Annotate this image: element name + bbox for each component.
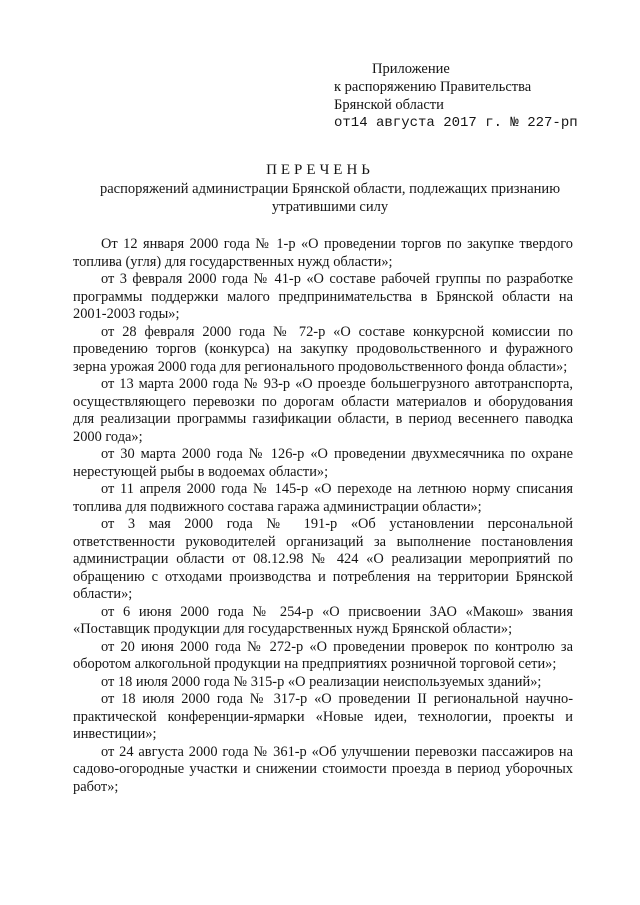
- list-item: от 13 марта 2000 года № 93-р «О проезде большегрузного автотранспорта, осуществляющего перевозки по дорогам области материалов и оборудования для реализации программы газификации области, в период весеннего паводка 2000 года»;: [73, 376, 573, 445]
- list-item: от 3 мая 2000 года № 191-р «Об установлении персональной ответственности руководителей организаций за выполнение постановления администрации области от 08.12.98 № 424 «О реализации мероприятий по обращению с отходами производства и потребления на территории Брянской области»;: [73, 516, 573, 602]
- list-item: от 20 июня 2000 года № 272-р «О проведении проверок по контролю за оборотом алкогольной продукции на предприятиях розничной торговой сети»;: [73, 638, 573, 672]
- list-item: от 11 апреля 2000 года № 145-р «О переходе на летнюю норму списания топлива для подвижного состава гаража администрации области»;: [73, 481, 573, 515]
- annex-region: Брянской области: [334, 97, 444, 113]
- list-item: от 18 июля 2000 года № 315-р «О реализации неиспользуемых зданий»;: [101, 673, 542, 690]
- list-item: от 18 июля 2000 года № 317-р «О проведении II региональной научно-практической конференции-ярмарки «Новые идеи, технологии, проекты и инвестиции»;: [73, 691, 573, 742]
- list-item: От 12 января 2000 года № 1-р «О проведении торгов по закупке твердого топлива (угля) для государственных нужд области»;: [73, 236, 573, 270]
- list-item: от 6 июня 2000 года № 254-р «О присвоении ЗАО «Макош» звания «Поставщик продукции для государственных нужд Брянской области»;: [73, 603, 573, 637]
- annex-date-number: от14 августа 2017 г. № 227-рп: [334, 115, 578, 131]
- annex-label: Приложение: [372, 61, 450, 77]
- document-subtitle: распоряжений администрации Брянской области, подлежащих признанию утратившими силу: [99, 181, 561, 215]
- document-title: ПЕРЕЧЕНЬ: [266, 162, 374, 178]
- annex-header: [334, 60, 578, 132]
- list-item: от 28 февраля 2000 года № 72-р «О составе конкурсной комиссии по проведению торгов (конкурса) на закупку продовольственного и фуражного зерна урожая 2000 года для регионального продовольственного фонда области»;: [73, 323, 573, 375]
- list-item: от 3 февраля 2000 года № 41-р «О составе рабочей группы по разработке программы поддержки малого предпринимательства в Брянской области на 2001-2003 годы»;: [73, 271, 573, 322]
- list-item: от 24 августа 2000 года № 361-р «Об улучшении перевозки пассажиров на садово-огородные участки и снижении стоимости проезда в период уборочных работ»;: [73, 743, 573, 795]
- annex-reference: к распоряжению Правительства: [334, 79, 532, 95]
- list-item: от 30 марта 2000 года № 126-р «О проведении двухмесячника по охране нерестующей рыбы в водоемах области»;: [73, 446, 573, 480]
- orders-list: [73, 236, 573, 796]
